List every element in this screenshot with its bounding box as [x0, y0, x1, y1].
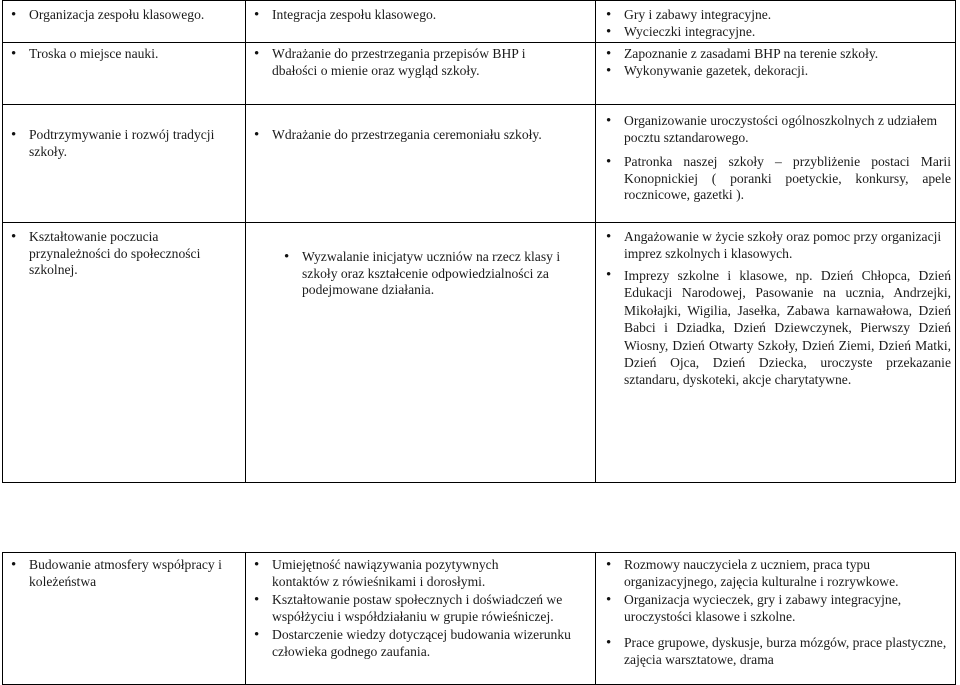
- list-item: • Umiejętność nawiązywania pozytywnych kontaktów z rówieśnikami i dorosłymi.: [252, 557, 591, 590]
- table-row: [3, 223, 956, 483]
- cell-form: [596, 105, 956, 223]
- cell-area: [3, 1, 246, 43]
- list-item: • Wyzwalanie inicjatyw uczniów na rzecz klasy i szkoły oraz kształcenie odpowiedzialności za podejmowane działania.: [282, 249, 569, 299]
- list-item: • Integracja zespołu klasowego.: [252, 7, 591, 24]
- cell-form: [596, 43, 956, 105]
- list-item: • Organizowanie uroczystości ogólnoszkolnych z udziałem pocztu sztandarowego.: [604, 113, 951, 146]
- table-row: [3, 1, 956, 43]
- list-item: • Wdrażanie do przestrzegania przepisów BHP i dbałości o mienie oraz wygląd szkoły.: [252, 46, 591, 79]
- cell-task: [246, 223, 596, 483]
- cell-area: [3, 105, 246, 223]
- list-item: • Organizacja zespołu klasowego.: [9, 7, 241, 24]
- cell-form: [596, 1, 956, 43]
- list-item: • Dostarczenie wiedzy dotyczącej budowania wizerunku człowieka godnego zaufania.: [252, 627, 591, 660]
- list-item: • Angażowanie w życie szkoły oraz pomoc przy organizacji imprez szkolnych i klasowych.: [604, 229, 951, 262]
- plan-table: [2, 0, 956, 685]
- list-item: • Troska o miejsce nauki.: [9, 46, 241, 63]
- cell-area: [3, 223, 246, 483]
- table-row: [3, 553, 956, 685]
- cell-task: [246, 105, 596, 223]
- list-item: • Kształtowanie poczucia przynależności do społeczności szkolnej.: [9, 229, 241, 279]
- cell-task: [246, 1, 596, 43]
- list-item: • Gry i zabawy integracyjne.: [604, 7, 951, 24]
- table-row: [3, 105, 956, 223]
- cell-area: [3, 43, 246, 105]
- list-item: • Budowanie atmosfery współpracy i koleżeństwa: [9, 557, 241, 590]
- list-item: • Wdrażanie do przestrzegania ceremoniału szkoły.: [252, 127, 591, 144]
- table-gap: [3, 483, 956, 553]
- list-item: • Prace grupowe, dyskusje, burza mózgów, prace plastyczne, zajęcia warsztatowe, drama: [604, 635, 951, 668]
- cell-form: [596, 223, 956, 483]
- cell-area: [3, 553, 246, 685]
- list-item: • Patronka naszej szkoły – przybliżenie postaci Marii Konopnickiej ( poranki poetyckie, konkursy, apele rocznicowe, gazetki ).: [604, 154, 951, 204]
- list-item: • Rozmowy nauczyciela z uczniem, praca typu organizacyjnego, zajęcia kulturalne i rozrywkowe.: [604, 557, 951, 590]
- list-item: • Podtrzymywanie i rozwój tradycji szkoły.: [9, 127, 241, 160]
- list-item: • Wykonywanie gazetek, dekoracji.: [604, 63, 951, 80]
- list-item: • Organizacja wycieczek, gry i zabawy integracyjne, uroczystości klasowe i szkolne.: [604, 592, 951, 625]
- cell-task: [246, 553, 596, 685]
- list-item: • Wycieczki integracyjne.: [604, 24, 951, 41]
- table-row: [3, 43, 956, 105]
- cell-form: [596, 553, 956, 685]
- list-item: • Imprezy szkolne i klasowe, np. Dzień Chłopca, Dzień Edukacji Narodowej, Pasowanie na ucznia, Andrzejki, Mikołajki, Wigilia, Jasełka, Zabawa karnawałowa, Dzień Babci i Dziadka, Dzień Dziewczynek, Pierwszy Dzień Wiosny, Dzień Otwarty Szkoły, Dzień Ziemi, Dzień Matki, Dzień Ojca, Dzień Dziecka, uroczyste przekazanie sztandaru, dyskoteki, akcje charytatywne.: [604, 267, 951, 389]
- list-item: • Kształtowanie postaw społecznych i doświadczeń we współżyciu i współdziałaniu w grupie rówieśniczej.: [252, 592, 591, 625]
- list-item: • Zapoznanie z zasadami BHP na terenie szkoły.: [604, 46, 951, 63]
- cell-task: [246, 43, 596, 105]
